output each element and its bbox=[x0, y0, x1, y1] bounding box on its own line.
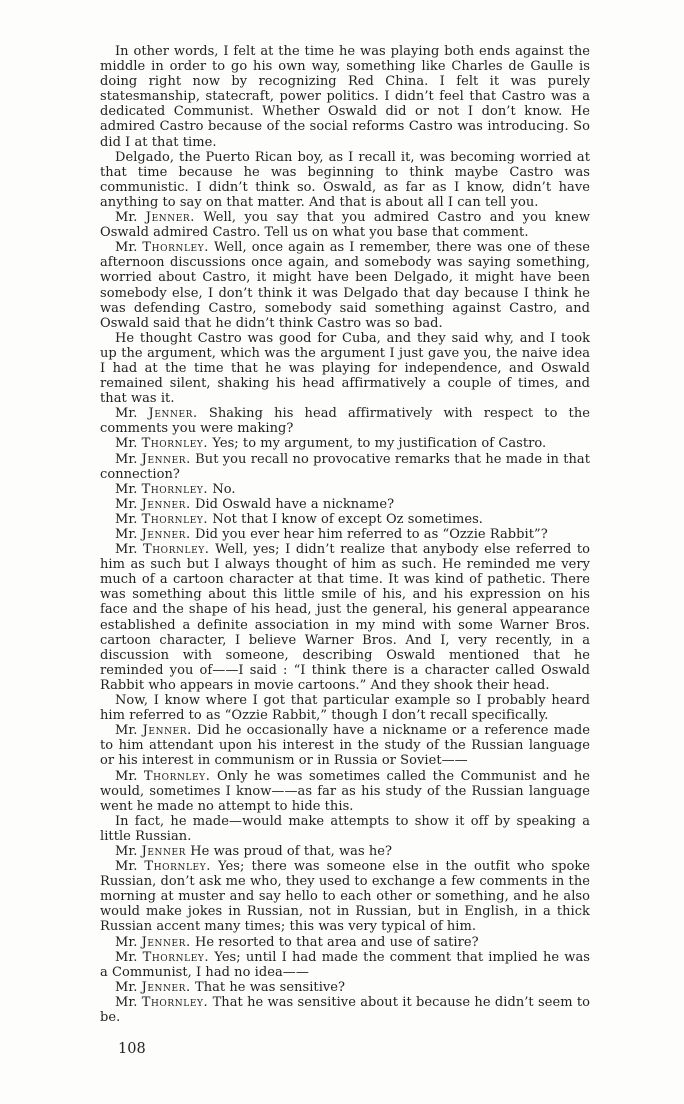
speaker-prefix: Mr. bbox=[115, 949, 138, 965]
paragraph-text: But you recall no provocative remarks that he made in that connection? bbox=[100, 451, 591, 482]
paragraph-text: Shaking his head affirmatively with respect to the comments you were making? bbox=[100, 406, 590, 437]
speaker-prefix: Mr. bbox=[115, 451, 138, 467]
speaker-name: Thornley. bbox=[142, 240, 209, 256]
paragraph bbox=[100, 769, 590, 814]
paragraph-text: Did you ever hear him referred to as “Ozzie Rabbit”? bbox=[194, 527, 548, 542]
speaker-prefix: Mr. bbox=[115, 994, 138, 1010]
speaker-name: Thornley. bbox=[141, 994, 209, 1010]
paragraph bbox=[100, 482, 590, 497]
speaker-name: Jenner. bbox=[141, 979, 191, 995]
speaker-prefix: Mr. bbox=[115, 496, 138, 512]
speaker-name: Thornley. bbox=[143, 768, 211, 784]
paragraph-text: That he was sensitive about it because he didn’t seem to be. bbox=[100, 994, 591, 1025]
speaker-prefix: Mr. bbox=[115, 527, 138, 542]
paragraph-text: He was proud of that, was he? bbox=[190, 843, 393, 859]
paragraph bbox=[100, 723, 590, 768]
paragraph bbox=[100, 995, 590, 1025]
speaker-prefix: Mr. bbox=[115, 511, 138, 527]
paragraph bbox=[100, 814, 590, 844]
paragraph bbox=[100, 150, 590, 210]
paragraph-text: Delgado, the Puerto Rican boy, as I recall it, was becoming worried at that time because he was beginning to think maybe Castro was communistic. I didn’t think so. Oswald, as far as I know, didn’t have anything to say on that matter. And that is about all I can tell you. bbox=[100, 149, 590, 210]
paragraph-text: In other words, I felt at the time he was playing both ends against the middle in order to go his own way, something like Charles de Gaulle is doing right now by recognizing Red China. I felt it was purely statesmanship, statecraft, power politics. I didn’t feel that Castro was a dedicated Communist. Whether Oswald did or not I don’t know. He admired Castro because of the social reforms Castro was introducing. So did I at that time. bbox=[100, 44, 590, 150]
paragraph-text: He resorted to that area and use of satire? bbox=[194, 934, 479, 950]
speaker-prefix: Mr. bbox=[115, 436, 138, 452]
paragraph bbox=[100, 240, 590, 331]
speaker-name: Thornley. bbox=[144, 859, 211, 875]
speaker-prefix: Mr. bbox=[115, 542, 138, 558]
speaker-name: Jenner. bbox=[148, 406, 198, 422]
speaker-name: Thornley. bbox=[142, 542, 210, 558]
paragraph-text: Yes; until I had made the comment that implied he was a Communist, I had no idea—— bbox=[100, 949, 590, 980]
speaker-name: Thornley. bbox=[142, 949, 210, 965]
paragraph-text: Well, you say that you admired Castro and you knew Oswald admired Castro. Tell us on what you base that comment. bbox=[100, 210, 591, 241]
paragraph bbox=[100, 436, 590, 451]
paragraph-text: Not that I know of except Oz sometimes. bbox=[212, 511, 483, 527]
speaker-name: Jenner. bbox=[141, 451, 191, 467]
paragraph-text: He thought Castro was good for Cuba, and they said why, and I took up the argument, which was the argument I just gave you, the naive idea I had at the time that he was playing for independence, and Oswald remained silent, shaking his head affirmatively a couple of times, and that was it. bbox=[100, 330, 590, 407]
paragraph bbox=[100, 44, 590, 150]
speaker-name: Jenner. bbox=[141, 496, 191, 512]
paragraph-text: Yes; there was someone else in the outfit who spoke Russian, don’t ask me who, they used to exchange a few comments in the morning at muster and say hello to each other or something, and he also would make jokes in Russian, not in Russian, but in English, in a thick Russian accent many times; this was very typical of him. bbox=[100, 859, 591, 935]
speaker-prefix: Mr. bbox=[115, 979, 138, 995]
paragraph-text: In fact, he made—would make attempts to show it off by speaking a little Russian. bbox=[100, 813, 590, 844]
paragraph bbox=[100, 331, 590, 406]
paragraph-text: Yes; to my argument, to my justification of Castro. bbox=[212, 436, 547, 452]
paragraph bbox=[100, 210, 590, 240]
paragraph-text: Well, yes; I didn’t realize that anybody else referred to him as such but I always thought of him as such. He reminded me very much of a cartoon character at that time. It was kind of pathetic. There was something about this little smile of his, and his expression on his face and the shape of his head, just the general, his general appearance established a definite association in my mind with some Warner Bros. cartoon character, I believe Warner Bros. And I, very recently, in a discussion with someone, describing Oswald mentioned that he reminded you of——I said : “I think there is a character called Oswald Rabbit who appears in movie cartoons.” And they shook their head. bbox=[100, 542, 591, 693]
speaker-name: Jenner. bbox=[142, 723, 192, 739]
speaker-name: Thornley. bbox=[141, 436, 209, 452]
speaker-prefix: Mr. bbox=[115, 843, 138, 859]
paragraph bbox=[100, 693, 590, 723]
paragraph bbox=[100, 452, 590, 482]
speaker-name: Thornley. bbox=[141, 481, 209, 497]
paragraph bbox=[100, 980, 590, 995]
speaker-name: Jenner. bbox=[145, 210, 195, 226]
speaker-name: Thornley. bbox=[141, 511, 209, 527]
paragraph bbox=[100, 935, 590, 950]
paragraph-text: Did he occasionally have a nickname or a reference made to him attendant upon his interest in the study of the Russian language or his interest in communism or in Russia or Soviet—— bbox=[100, 723, 591, 769]
paragraph bbox=[100, 859, 590, 934]
speaker-prefix: Mr. bbox=[115, 768, 138, 784]
speaker-prefix: Mr. bbox=[115, 723, 138, 739]
speaker-prefix: Mr. bbox=[115, 240, 138, 256]
paragraph bbox=[100, 512, 590, 527]
testimony-text bbox=[100, 44, 590, 1057]
speaker-name: Jenner. bbox=[141, 527, 191, 542]
speaker-prefix: Mr. bbox=[115, 859, 138, 875]
paragraph-text: No. bbox=[212, 481, 236, 497]
speaker-prefix: Mr. bbox=[115, 210, 138, 226]
paragraph-text: Did Oswald have a nickname? bbox=[194, 496, 395, 512]
paragraph bbox=[100, 542, 590, 693]
speaker-name: Jenner. bbox=[141, 934, 191, 950]
paragraph-text: Only he was sometimes called the Communist and he would, sometimes I know——as far as his study of the Russian language went he made no attempt to hide this. bbox=[100, 768, 590, 814]
speaker-name: Jenner bbox=[141, 843, 187, 859]
speaker-prefix: Mr. bbox=[115, 481, 138, 497]
paragraph bbox=[100, 527, 590, 542]
speaker-prefix: Mr. bbox=[115, 406, 138, 422]
paragraph bbox=[100, 497, 590, 512]
page-number: 108 bbox=[118, 1041, 146, 1058]
paragraph-text: That he was sensitive? bbox=[194, 979, 346, 995]
paragraph-text: Now, I know where I got that particular example so I probably heard him referred to as “Ozzie Rabbit,” though I don’t recall specifically. bbox=[100, 693, 590, 724]
speaker-prefix: Mr. bbox=[115, 934, 138, 950]
paragraph bbox=[100, 950, 590, 980]
paragraph bbox=[100, 844, 590, 859]
paragraph bbox=[100, 406, 590, 436]
paragraph-text: Well, once again as I remember, there was one of these afternoon discussions once again, and somebody was saying something, worried about Castro, it might have been Delgado, it might have been somebody else, I don’t think it was Delgado that day because I think he was defending Castro, somebody said something against Castro, and Oswald said that he didn’t think Castro was so bad. bbox=[100, 240, 590, 331]
